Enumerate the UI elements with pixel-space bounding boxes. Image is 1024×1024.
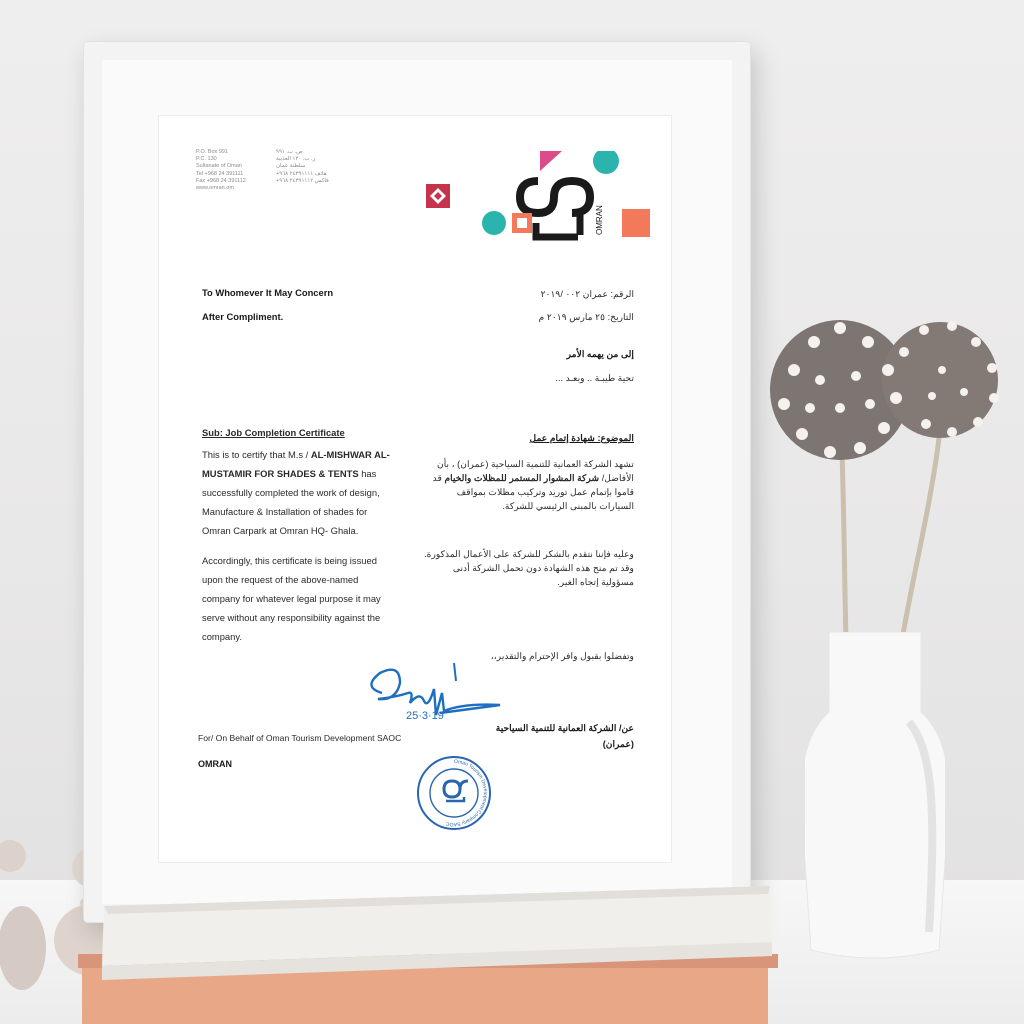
date-ar: التاريخ: ٢٥ مارس ٢٠١٩ م <box>538 312 634 322</box>
address-line: Tel +968 24 391111 <box>196 170 244 177</box>
p1-end-en: has successfully completed the work of design, Manufacture & Installation of shades for Omran Carpark at Omran HQ- Ghala. <box>202 468 380 536</box>
paragraph-2-ar: وعليه فإننا نتقدم بالشكر للشركة على الأعمال المذكورة. وقد تم منح هذه الشهادة دون تحمل الشركة أدنى مسؤولية إتجاه الغير. <box>424 549 634 587</box>
closing-ar: وتفضلوا بقبول وافر الإحترام والتقدير،، <box>490 651 634 661</box>
greeting-en: After Compliment. <box>202 311 284 322</box>
salutation-ar: إلى من يهمه الأمر <box>566 349 634 359</box>
address-line: Sultanate of Oman <box>196 163 242 170</box>
paragraph-1-ar <box>424 457 634 513</box>
address-line: هاتف ٢٤٣٩١١١١ ٩٦٨+ <box>276 170 327 177</box>
on-behalf-en: For/ On Behalf of Oman Tourism Development SAOC <box>198 733 402 743</box>
company-name-en: AL-MISHWAR AL-MUSTAMIR FOR SHADES & TENTS <box>202 449 390 479</box>
address-line: P.O. Box 991 <box>196 149 229 155</box>
small-diamond-logo-icon <box>425 183 451 209</box>
p1-start-ar: تشهد الشركة العمانية للتنمية السياحية (عمران) ، بأن الأفاضل/ <box>437 459 634 483</box>
p1-end-ar: قد قاموا بإتمام عمل توريد وتركيب مظلات بمواقف السيارات بالمبنى الرئيسي للشركة. <box>432 473 634 511</box>
stacked-books <box>78 876 778 1024</box>
address-line: فاكس ٢٤٣٩١١١٢ ٩٦٨+ <box>276 177 329 184</box>
company-seal-stamp <box>416 755 492 831</box>
address-arabic <box>276 149 336 185</box>
address-line: www.omran.om <box>196 185 234 192</box>
salutation-en: To Whomever It May Concern <box>202 287 334 298</box>
omran-logo <box>480 151 652 241</box>
handwritten-signature <box>354 657 504 731</box>
on-behalf-ar: عن/ الشركة العمانية للتنمية السياحية <box>495 723 634 733</box>
reference-number-ar: الرقم: عمران ٠٠٢ /٢٠١٩ <box>540 289 634 299</box>
address-english <box>196 149 266 192</box>
greeting-ar: تحية طيبـة .. وبعـد ... <box>555 373 634 383</box>
address-line: ر. ب. ١٣٠ العذيبة <box>276 156 316 163</box>
subject-ar: الموضوع: شهادة إتمام عمل <box>529 433 634 443</box>
subject-en: Sub: Job Completion Certificate <box>202 427 345 438</box>
logo-wordmark: OMRAN <box>595 205 604 235</box>
dried-flowers <box>764 300 1024 650</box>
address-line: ص. ب. ٩٩١ <box>276 149 303 155</box>
company-name-ar: شركة المشوار المستمر للمظلات والخيام <box>444 473 600 483</box>
company-footer-ar: (عمران) <box>602 739 634 749</box>
p2-en: Accordingly, this certificate is being issued upon the request of the above-named company for whatever legal purpose it may serve without any responsibility against the company. <box>202 555 381 642</box>
address-line: P.C. 130 <box>196 156 217 163</box>
p1-start-en: This is to certify that M.s / <box>202 449 311 460</box>
paragraph-1-en <box>202 445 394 540</box>
paragraph-2-en <box>202 551 394 646</box>
company-footer-en: OMRAN <box>198 759 232 769</box>
white-vase <box>805 632 945 962</box>
address-line: سلطنة عمان <box>276 163 306 170</box>
seal-ring-text-path: Oman Tourism Development Company SAOC <box>445 758 488 828</box>
certificate-document <box>158 115 672 863</box>
signature-date: 25·3·19 <box>406 710 444 722</box>
address-line: Fax +968 24 391112 <box>196 177 246 184</box>
